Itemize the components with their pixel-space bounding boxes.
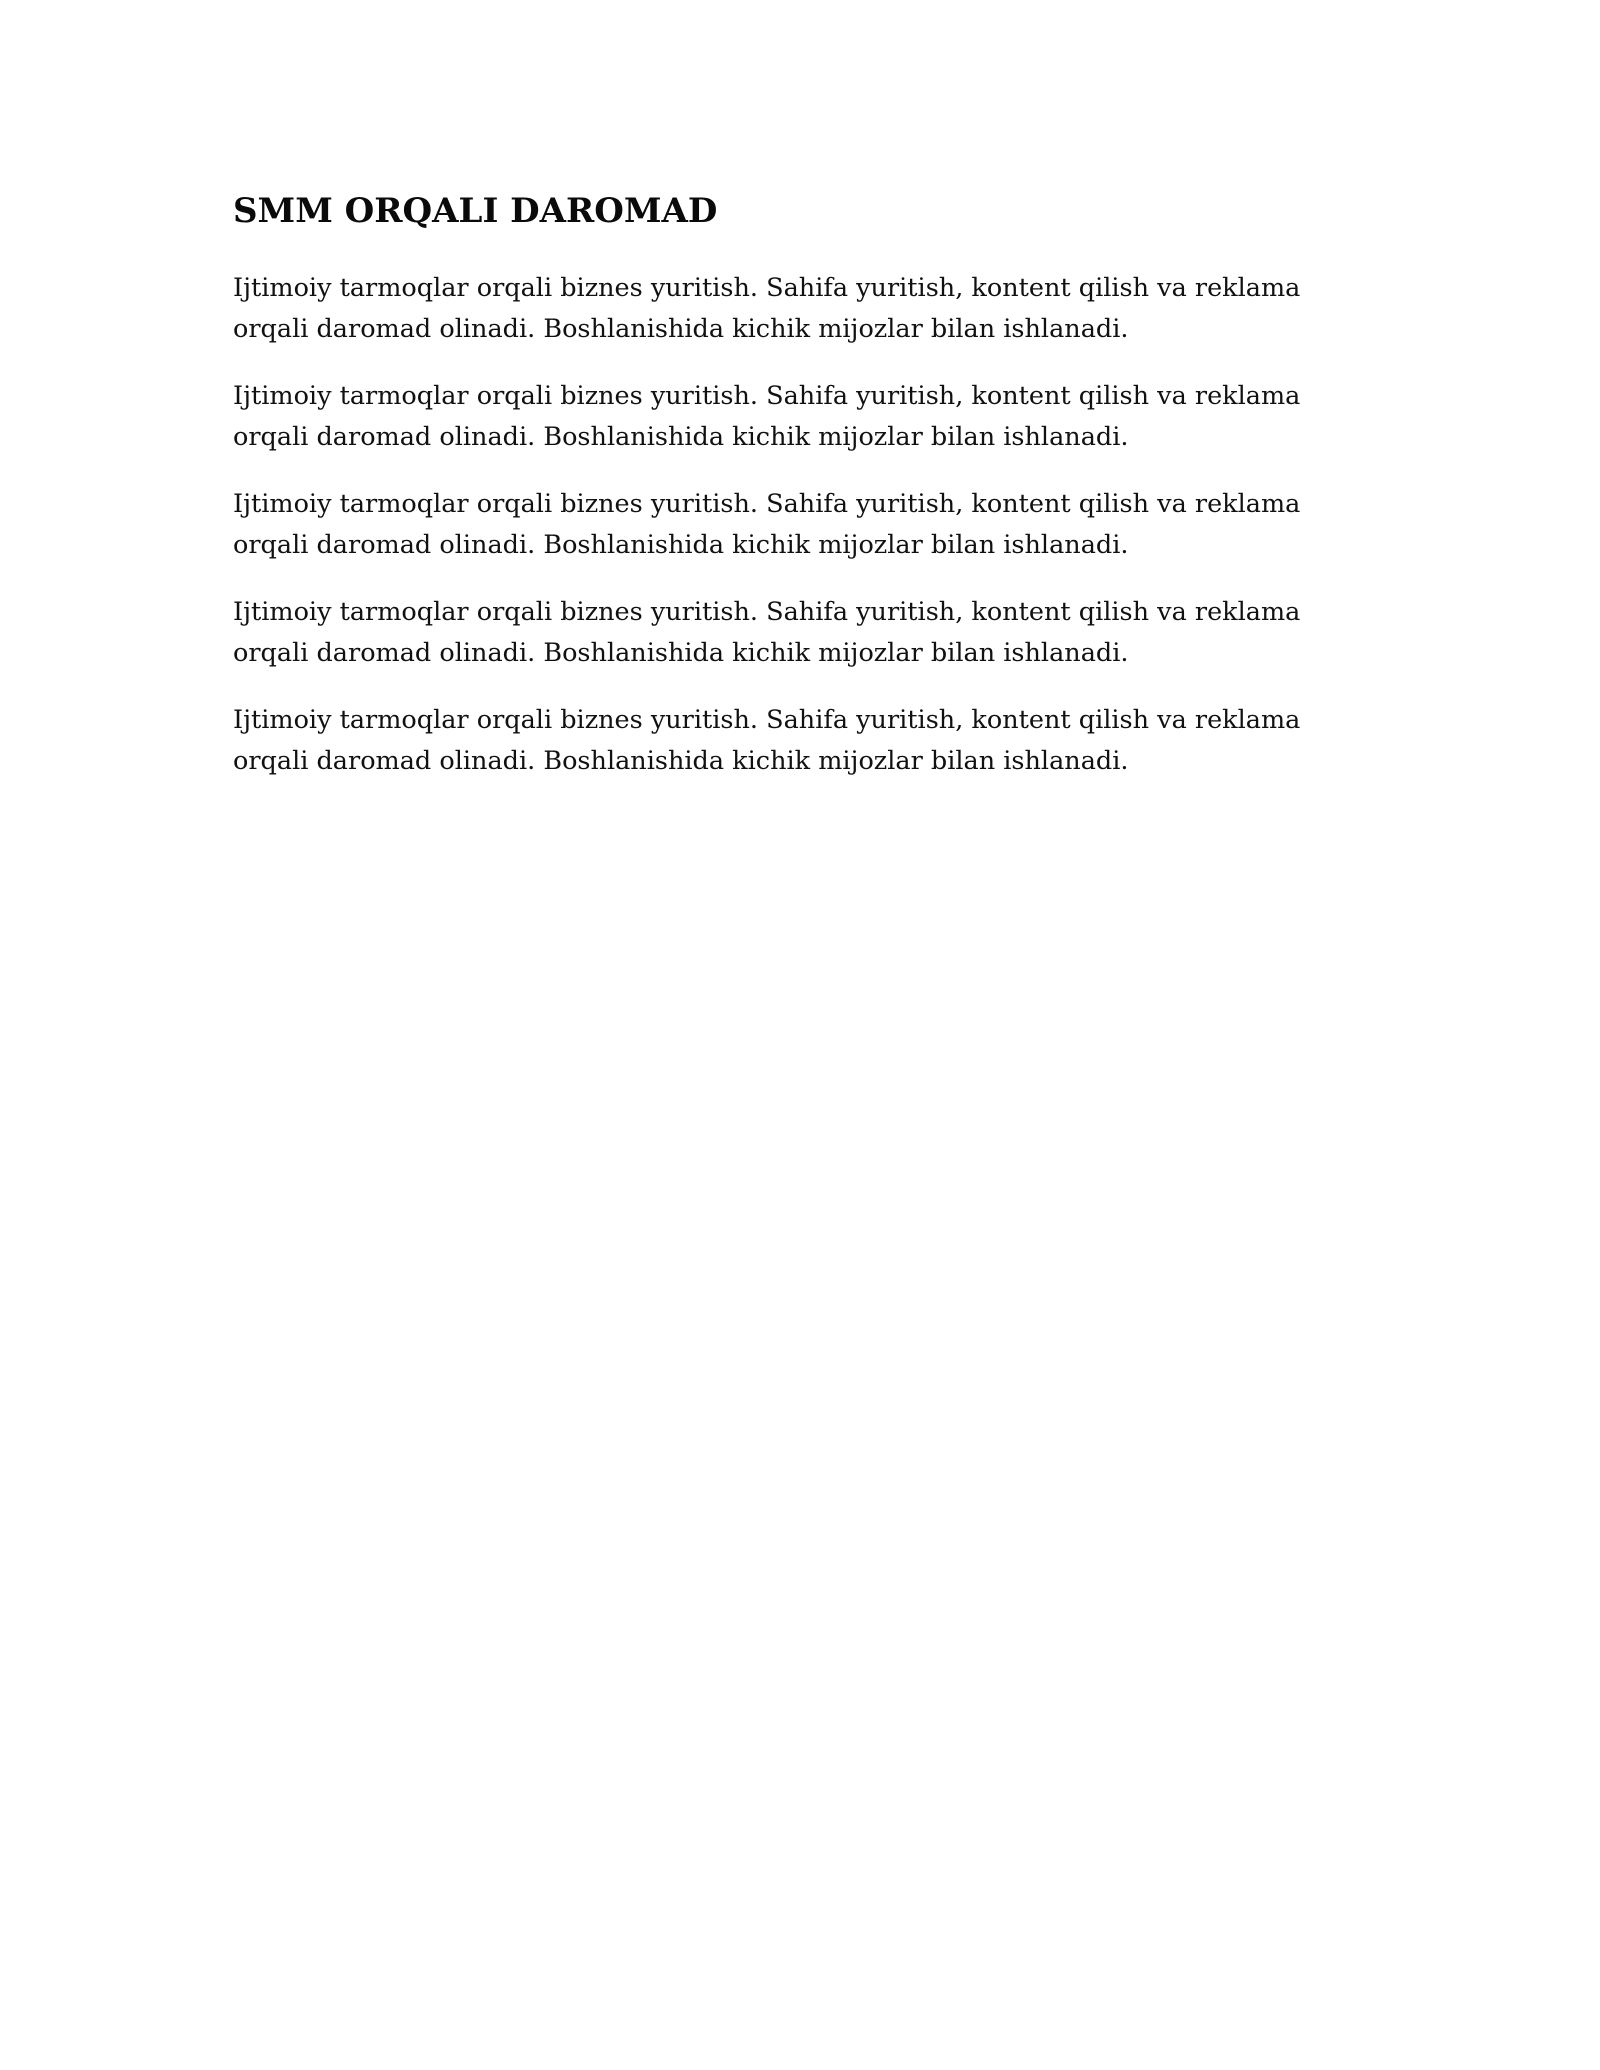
document-body <box>233 186 1363 808</box>
paragraph-3: Ijtimoiy tarmoqlar orqali biznes yuritish. Sahifa yuritish, kontent qilish va reklama orqali daromad olinadi. Boshlanishida kichik mijozlar bilan ishlanadi. <box>233 489 1301 560</box>
paragraph-4: Ijtimoiy tarmoqlar orqali biznes yuritish. Sahifa yuritish, kontent qilish va reklama orqali daromad olinadi. Boshlanishida kichik mijozlar bilan ishlanadi. <box>233 597 1301 668</box>
paragraph-5: Ijtimoiy tarmoqlar orqali biznes yuritish. Sahifa yuritish, kontent qilish va reklama orqali daromad olinadi. Boshlanishida kichik mijozlar bilan ishlanadi. <box>233 705 1301 776</box>
paragraph-1: Ijtimoiy tarmoqlar orqali biznes yuritish. Sahifa yuritish, kontent qilish va reklama orqali daromad olinadi. Boshlanishida kichik mijozlar bilan ishlanadi. <box>233 273 1301 344</box>
paragraph-2: Ijtimoiy tarmoqlar orqali biznes yuritish. Sahifa yuritish, kontent qilish va reklama orqali daromad olinadi. Boshlanishida kichik mijozlar bilan ishlanadi. <box>233 381 1301 452</box>
document-title: SMM ORQALI DAROMAD <box>233 191 718 231</box>
